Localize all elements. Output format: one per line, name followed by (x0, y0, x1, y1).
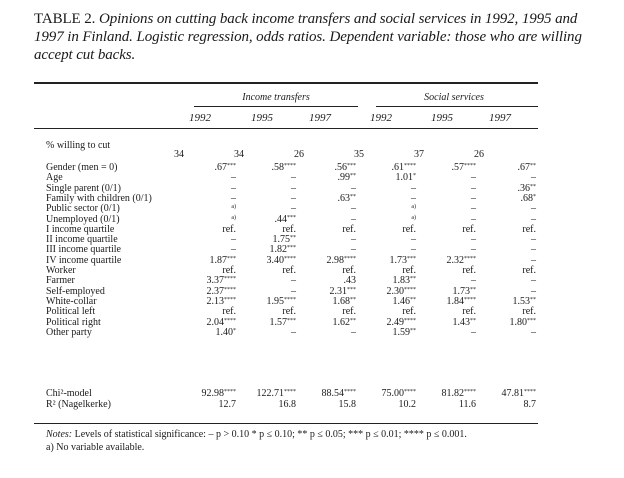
table-cell: – (471, 214, 476, 225)
table-notes (46, 428, 546, 454)
row-label: Worker (46, 265, 76, 276)
table-cell: – (231, 183, 236, 194)
stat-cell: 15.8 (338, 399, 356, 410)
table-cell: 2.32**** (446, 255, 476, 266)
table-cell: – (291, 193, 296, 204)
table-cell: – (411, 244, 416, 255)
table-cell: .36** (517, 183, 536, 194)
table-cell: – (531, 234, 536, 245)
notes-no-variable: a) No variable available. (46, 442, 145, 453)
year-header: 1997 (309, 112, 331, 124)
table-cell: ref. (402, 224, 416, 235)
table-cell: .56*** (334, 162, 356, 173)
year-header: 1992 (370, 112, 392, 124)
table-cell: – (471, 203, 476, 214)
row-label: II income quartile (46, 234, 118, 245)
table-cell: ref. (282, 265, 296, 276)
pct-willing-value: 26 (294, 149, 304, 160)
notes-lead: Notes: (46, 429, 73, 440)
table-cell: ref. (222, 224, 236, 235)
table-cell: 1.82*** (269, 244, 296, 255)
table-cell: ref. (222, 306, 236, 317)
table-cell: .58**** (271, 162, 296, 173)
table-cell: – (351, 244, 356, 255)
table-cell: ref. (462, 306, 476, 317)
table-cell: 2.31*** (329, 286, 356, 297)
table-cell: 1.01* (395, 172, 416, 183)
table-cell: 2.37**** (206, 286, 236, 297)
table-cell: – (231, 172, 236, 183)
table-cell: 1.62** (332, 317, 356, 328)
stat-cell: 75.00**** (381, 388, 416, 399)
table-cell: – (471, 172, 476, 183)
table-cell: a) (411, 215, 416, 221)
table-cell: 1.46** (392, 296, 416, 307)
table-cell: – (351, 234, 356, 245)
table-title (34, 10, 594, 64)
stat-cell: 81.82**** (441, 388, 476, 399)
notes-significance: Levels of statistical significance: – p > 0.10 * p ≤ 0.10; ** p ≤ 0.05; *** p ≤ 0.01; **** p ≤ 0.001. (74, 429, 467, 440)
table-cell: 3.37**** (206, 275, 236, 286)
table-cell: ref. (342, 224, 356, 235)
pct-willing-value: 35 (354, 149, 364, 160)
row-label: Political right (46, 317, 101, 328)
row-label: White-collar (46, 296, 97, 307)
table-cell: ref. (462, 224, 476, 235)
pct-willing-value: 37 (414, 149, 424, 160)
table-cell: – (291, 275, 296, 286)
table-cell: – (231, 193, 236, 204)
group-header-social-services: Social services (424, 92, 484, 103)
table-cell: a) (231, 215, 236, 221)
table-cell: 3.40**** (266, 255, 296, 266)
table-cell: .67** (517, 162, 536, 173)
table-cell: 2.30**** (386, 286, 416, 297)
table-cell: – (531, 327, 536, 338)
stat-cell: 92.98**** (201, 388, 236, 399)
table-cell: – (531, 172, 536, 183)
table-cell: – (291, 172, 296, 183)
table-cell: .57**** (451, 162, 476, 173)
table-cell: 1.73*** (389, 255, 416, 266)
table-cell: – (411, 234, 416, 245)
row-label: Unemployed (0/1) (46, 214, 120, 225)
stat-cell: 47.81**** (501, 388, 536, 399)
table-cell: .99** (337, 172, 356, 183)
table-cell: – (351, 214, 356, 225)
pct-willing-label: % willing to cut (46, 140, 111, 151)
table-cell: – (471, 275, 476, 286)
row-label: Age (46, 172, 63, 183)
table-cell: 1.57*** (269, 317, 296, 328)
stat-cell: 88.54**** (321, 388, 356, 399)
row-label: Family with children (0/1) (46, 193, 152, 204)
table-cell: – (411, 183, 416, 194)
group-header-income-transfers: Income transfers (242, 92, 310, 103)
row-label: IV income quartile (46, 255, 122, 266)
stat-label: R² (Nagelkerke) (46, 399, 111, 410)
row-label: Farmer (46, 275, 75, 286)
table-number: TABLE 2. (34, 11, 96, 27)
table-cell: – (231, 234, 236, 245)
table-cell: ref. (462, 265, 476, 276)
year-header: 1995 (431, 112, 453, 124)
table-cell: .43 (343, 275, 356, 286)
stat-label: Chi²-model (46, 388, 92, 399)
year-header: 1997 (489, 112, 511, 124)
pct-willing-value: 34 (234, 149, 244, 160)
table-cell: .68* (520, 193, 536, 204)
table-cell: – (231, 244, 236, 255)
stat-cell: 11.6 (458, 399, 476, 410)
year-header: 1992 (189, 112, 211, 124)
table-cell: 2.13**** (206, 296, 236, 307)
table-cell: ref. (222, 265, 236, 276)
table-cell: – (411, 193, 416, 204)
table-cell: 1.83** (392, 275, 416, 286)
row-label: Single parent (0/1) (46, 183, 121, 194)
stat-cell: 12.7 (218, 399, 236, 410)
row-label: Political left (46, 306, 96, 317)
table-cell: – (471, 244, 476, 255)
table-cell: ref. (522, 306, 536, 317)
table-cell: a) (231, 204, 236, 210)
table-cell: ref. (282, 224, 296, 235)
row-label: I income quartile (46, 224, 115, 235)
table-cell: 1.84**** (446, 296, 476, 307)
table-cell: 1.75** (272, 234, 296, 245)
table-cell: 1.59** (392, 327, 416, 338)
table-cell: 1.87*** (209, 255, 236, 266)
table-cell: – (531, 244, 536, 255)
table-cell: ref. (522, 224, 536, 235)
table-cell: ref. (282, 306, 296, 317)
group-underline-income (194, 106, 358, 107)
table-cell: .61**** (391, 162, 416, 173)
table-cell: – (351, 203, 356, 214)
table-cell: – (531, 214, 536, 225)
table-cell: – (531, 275, 536, 286)
table-cell: ref. (342, 265, 356, 276)
table-cell: .67*** (214, 162, 236, 173)
group-underline-social (376, 106, 538, 107)
stat-cell: 10.2 (398, 399, 416, 410)
table-cell: – (531, 286, 536, 297)
table-cell: – (531, 203, 536, 214)
table-cell: 1.40* (215, 327, 236, 338)
table-cell: – (291, 327, 296, 338)
table-cell: ref. (522, 265, 536, 276)
row-label: Gender (men = 0) (46, 162, 118, 173)
table-cell: ref. (402, 306, 416, 317)
table-cell: 1.43** (452, 317, 476, 328)
table-cell: 1.95**** (266, 296, 296, 307)
table-cell: 2.04**** (206, 317, 236, 328)
row-label: Other party (46, 327, 92, 338)
table-cell: 2.49**** (386, 317, 416, 328)
table-cell: – (291, 183, 296, 194)
header-rule (34, 128, 538, 129)
table-cell: a) (411, 204, 416, 210)
table-cell: – (351, 183, 356, 194)
stat-cell: 8.7 (523, 399, 536, 410)
table-cell: 1.73** (452, 286, 476, 297)
stat-cell: 122.71**** (256, 388, 296, 399)
table-cell: ref. (402, 265, 416, 276)
table-cell: – (531, 255, 536, 266)
table-cell: – (471, 193, 476, 204)
table-cell: 2.98**** (326, 255, 356, 266)
table-caption: Opinions on cutting back income transfers and social services in 1992, 1995 and 1997 in Finland. Logistic regression, odds ratios. Dependent variable: those who are willing accept cut backs. (34, 11, 582, 63)
table-cell: – (291, 203, 296, 214)
bottom-rule (34, 423, 538, 424)
row-label: III income quartile (46, 244, 121, 255)
pct-willing-value: 34 (174, 149, 184, 160)
row-label: Public sector (0/1) (46, 203, 120, 214)
table-cell: .44*** (274, 214, 296, 225)
pct-willing-value: 26 (474, 149, 484, 160)
table-cell: – (471, 327, 476, 338)
table-cell: 1.68** (332, 296, 356, 307)
row-label: Self-employed (46, 286, 105, 297)
table-cell: – (471, 183, 476, 194)
stat-cell: 16.8 (278, 399, 296, 410)
year-header: 1995 (251, 112, 273, 124)
table-cell: – (291, 286, 296, 297)
table-cell: 1.53** (512, 296, 536, 307)
table-cell: 1.80*** (509, 317, 536, 328)
table-cell: ref. (342, 306, 356, 317)
table-cell: – (351, 327, 356, 338)
top-rule (34, 82, 538, 84)
table-cell: – (471, 234, 476, 245)
table-cell: .63** (337, 193, 356, 204)
